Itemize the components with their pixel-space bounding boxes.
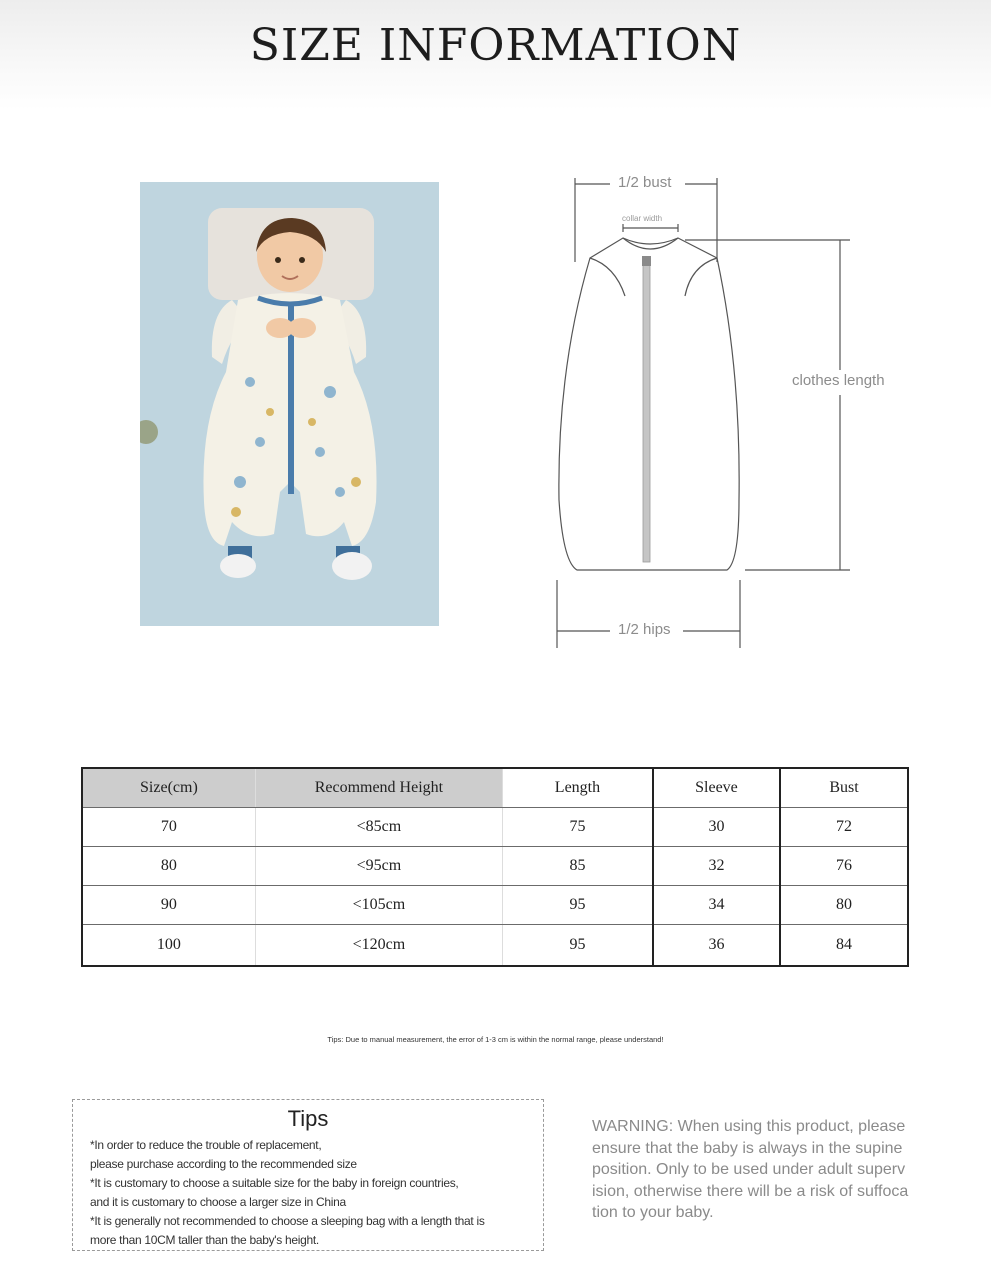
- cell-height: <120cm: [255, 925, 502, 967]
- tips-line: *In order to reduce the trouble of replacement,: [90, 1138, 322, 1152]
- cell-length: 75: [503, 808, 653, 847]
- tips-line: and it is customary to choose a larger size in China: [90, 1195, 346, 1209]
- cell-size: 80: [82, 847, 255, 886]
- cell-sleeve: 32: [653, 847, 780, 886]
- product-photo: [140, 182, 439, 626]
- table-row: [82, 847, 908, 886]
- cell-height: <85cm: [255, 808, 502, 847]
- cell-bust: 76: [780, 847, 908, 886]
- measurement-note: Tips: Due to manual measurement, the error of 1-3 cm is within the normal range, please understand!: [327, 1035, 664, 1044]
- cell-size: 70: [82, 808, 255, 847]
- bust-label: 1/2 bust: [615, 174, 674, 191]
- garment-diagram: [545, 170, 915, 660]
- collar-width-label: collar width: [619, 214, 665, 223]
- table-row: [82, 925, 908, 967]
- cell-sleeve: 34: [653, 886, 780, 925]
- clothes-length-label: clothes length: [789, 372, 888, 389]
- tips-line: *It is customary to choose a suitable size for the baby in foreign countries,: [90, 1176, 459, 1190]
- tips-lines: [90, 1136, 540, 1250]
- warning-line: ision, otherwise there will be a risk of suffoca: [592, 1182, 909, 1200]
- tips-box: [72, 1099, 544, 1251]
- cell-bust: 84: [780, 925, 908, 967]
- cell-bust: 72: [780, 808, 908, 847]
- tips-title: Tips: [287, 1106, 329, 1131]
- cell-height: <95cm: [255, 847, 502, 886]
- warning-text: [592, 1116, 967, 1224]
- warning-line: tion to your baby.: [592, 1204, 714, 1221]
- cell-length: 95: [503, 886, 653, 925]
- tips-line: please purchase according to the recommended size: [90, 1157, 357, 1171]
- cell-bust: 80: [780, 886, 908, 925]
- header-height: Recommend Height: [255, 768, 502, 808]
- cell-length: 85: [503, 847, 653, 886]
- hips-label: 1/2 hips: [615, 621, 674, 638]
- page-title: SIZE INFORMATION: [249, 20, 742, 71]
- cell-sleeve: 30: [653, 808, 780, 847]
- table-row: [82, 808, 908, 847]
- table-header-row: [82, 768, 908, 808]
- table-row: [82, 886, 908, 925]
- tips-line: more than 10CM taller than the baby's height.: [90, 1233, 319, 1247]
- warning-line: position. Only to be used under adult superv: [592, 1161, 906, 1178]
- cell-size: 100: [82, 925, 255, 967]
- warning-line: ensure that the baby is always in the supine: [592, 1139, 903, 1157]
- cell-size: 90: [82, 886, 255, 925]
- tips-line: *It is generally not recommended to choose a sleeping bag with a length that is: [90, 1214, 485, 1228]
- cell-sleeve: 36: [653, 925, 780, 967]
- header-bust: Bust: [780, 768, 908, 808]
- header-length: Length: [503, 768, 653, 808]
- header-sleeve: Sleeve: [653, 768, 780, 808]
- size-table: [81, 767, 909, 967]
- cell-height: <105cm: [255, 886, 502, 925]
- header-size: Size(cm): [82, 768, 255, 808]
- warning-line: WARNING: When using this product, please: [592, 1118, 906, 1135]
- cell-length: 95: [503, 925, 653, 967]
